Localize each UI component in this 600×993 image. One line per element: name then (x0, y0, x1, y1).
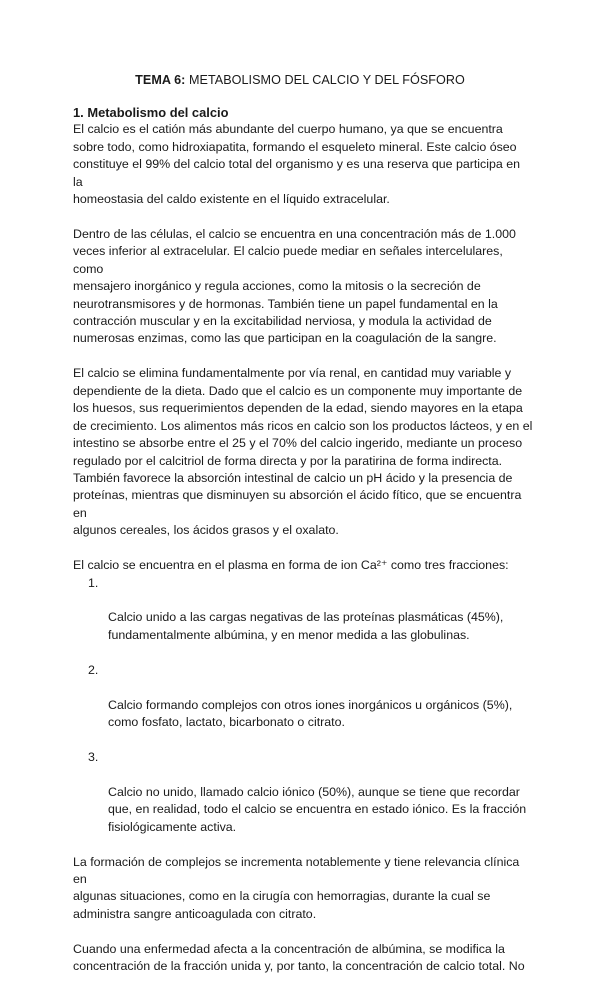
list-intro: El calcio se encuentra en el plasma en forma de ion Ca²⁺ como tres fracciones: (73, 558, 509, 573)
list-item-number: 1. (88, 575, 99, 590)
document-body (73, 104, 533, 993)
list-item (73, 749, 533, 836)
list-item (73, 575, 533, 645)
fractions-list (73, 575, 533, 836)
title-topic-name: METABOLISMO DEL CALCIO Y DEL FÓSFORO (185, 73, 465, 87)
list-item-text: Calcio formando complejos con otros iones inorgánicos u orgánicos (5%), como fosfato, lactato, bicarbonato o citrato. (108, 697, 513, 729)
page-title (0, 73, 600, 87)
list-item-number: 2. (88, 662, 99, 677)
paragraph-albumin: Cuando una enfermedad afecta a la concentración de albúmina, se modifica la concentración de la fracción unida y, por tanto, la concentración de calcio total. No (73, 941, 525, 974)
paragraph-complexes: La formación de complejos se incrementa notablemente y tiene relevancia clínica en algunas situaciones, como en la cirugía con hemorragias, durante la cual se administra sangre anticoagulada con citrato. (73, 854, 520, 921)
list-item-number: 3. (88, 749, 99, 764)
list-item-text: Calcio unido a las cargas negativas de las proteínas plasmáticas (45%), fundamentalmente albúmina, y en menor medida a las globulinas. (108, 610, 504, 642)
list-item-text: Calcio no unido, llamado calcio iónico (50%), aunque se tiene que recordar que, en realidad, todo el calcio se encuentra en estado iónico. Es la fracción fisiológicamente activa. (108, 784, 527, 834)
list-item (73, 662, 533, 732)
title-topic-number: TEMA 6: (135, 73, 186, 87)
paragraph-intracellular-calcium: Dentro de las células, el calcio se encuentra en una concentración más de 1.000 veces inferior al extracelular. El calcio puede mediar en señales intercelulares, como mensajero inorgánico y regula acciones, como la mitosis o la secreción de neurotransmisores y de hormonas. También tiene un papel fundamental en la contracción muscular y en la excitabilidad nerviosa, y modula la actividad de numerosas enzimas, como las que participan en la coagulación de la sangre. (73, 227, 516, 346)
paragraph-calcium-intro: El calcio es el catión más abundante del cuerpo humano, ya que se encuentra sobre todo, como hidroxiapatita, formando el esqueleto mineral. Este calcio óseo constituye el 99% del calcio total del organismo y es una reserva que participa en la homeostasia del caldo existente en el líquido extracelular. (73, 122, 521, 207)
section-heading: 1. Metabolismo del calcio (73, 105, 229, 120)
paragraph-calcium-elimination: El calcio se elimina fundamentalmente por vía renal, en cantidad muy variable y dependiente de la dieta. Dado que el calcio es un componente muy importante de los huesos, sus requerimientos dependen de la edad, siendo mayores en la etapa de crecimiento. Los alimentos más ricos en calcio son los productos lácteos, y en el intestino se absorbe entre el 25 y el 70% del calcio ingerido, mediante un proceso regulado por el calcitriol de forma directa y por la paratirina de forma indirecta. También favorece la absorción intestinal de calcio un pH ácido y la presencia de proteínas, mientras que disminuyen su absorción el ácido fítico, que se encuentra en algunos cereales, los ácidos grasos y el oxalato. (73, 366, 533, 538)
